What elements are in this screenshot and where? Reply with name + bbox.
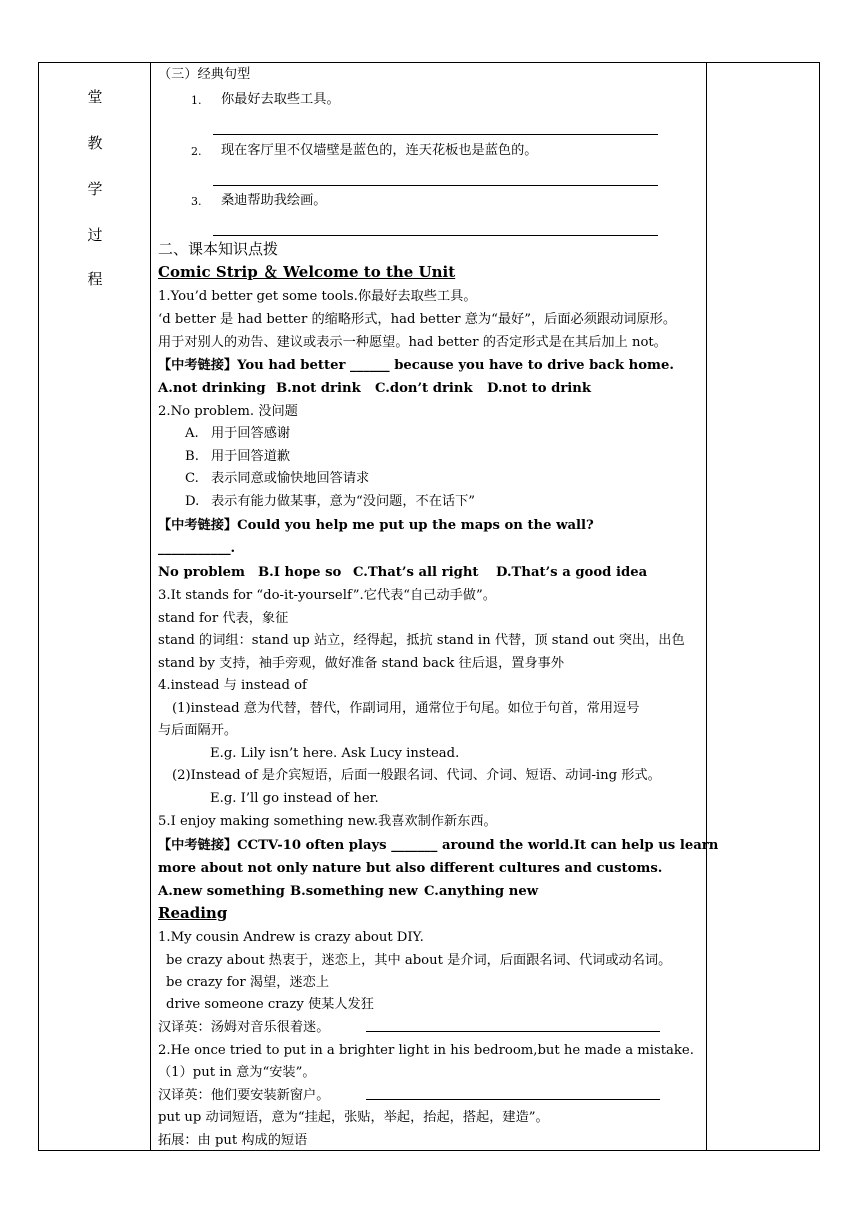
answer-line <box>213 134 658 135</box>
list-item: 用于回答感谢 <box>211 426 291 441</box>
answer-line <box>213 235 658 236</box>
reading-note: drive someone crazy 使某人发狂 <box>166 997 374 1012</box>
comic-strip-header: Comic Strip ＆ Welcome to the Unit <box>158 263 456 281</box>
option: C.That’s all right <box>353 565 479 580</box>
sentence-prompt: 桑迪帮助我绘画。 <box>221 193 327 208</box>
example: E.g. I’ll go instead of her. <box>210 791 379 806</box>
list-item: 表示有能力做某事，意为“没问题，不在话下” <box>211 494 476 509</box>
column-divider-right <box>706 62 707 1151</box>
sentence-number: 2. <box>191 145 202 158</box>
list-label: C. <box>185 471 199 486</box>
point-3-note: stand 的词组：stand up 站立，经得起，抵抗 stand in 代替，顶 stand out 突出，出色 <box>158 633 685 648</box>
section-title: （三）经典句型 <box>158 67 251 82</box>
reading-point-2: 2.He once tried to put in a brighter light in his bedroom,but he made a mistake. <box>158 1043 694 1058</box>
side-label-char: 教 <box>87 134 103 152</box>
point-3-note: stand by 支持，袖手旁观，做好准备 stand back 往后退，置身事外 <box>158 656 565 671</box>
side-label-char: 过 <box>87 226 103 244</box>
table-frame <box>38 62 820 1151</box>
reading-note: put up 动词短语，意为“挂起，张贴，举起，抬起，搭起，建造”。 <box>158 1110 549 1125</box>
side-label-char: 程 <box>87 270 103 288</box>
exam-blank: ___________. <box>158 541 236 556</box>
reading-note: （1）put in 意为“安装”。 <box>158 1065 316 1080</box>
point-5: 5.I enjoy making something new.我喜欢制作新东西。 <box>158 814 497 829</box>
option: A.not drinking <box>158 381 266 396</box>
option: B.not drink <box>276 381 361 396</box>
reading-point-1: 1.My cousin Andrew is crazy about DIY. <box>158 930 424 945</box>
sentence-prompt: 现在客厅里不仅墙壁是蓝色的，连天花板也是蓝色的。 <box>221 143 538 158</box>
point-1-note: 用于对别人的劝告、建议或表示一种愿望。had better 的否定形式是在其后加上 not。 <box>158 335 667 350</box>
example: E.g. Lily isn’t here. Ask Lucy instead. <box>210 746 460 761</box>
list-label: A. <box>185 426 199 441</box>
option: C.anything new <box>424 884 539 899</box>
point-3-note: stand for 代表，象征 <box>158 611 289 626</box>
exam-link: 【中考链接】Could you help me put up the maps on the wall? <box>158 518 594 533</box>
side-label-char: 学 <box>87 180 103 198</box>
sentence-number: 1. <box>191 94 202 107</box>
point-4-note: (2)Instead of 是介宾短语，后面一般跟名词、代词、介词、短语、动词-ing 形式。 <box>172 768 661 783</box>
reading-header: Reading <box>158 904 228 922</box>
list-item: 用于回答道歉 <box>211 449 291 464</box>
part-title: 二、课本知识点拨 <box>158 240 279 258</box>
list-item: 表示同意或愉快地回答请求 <box>211 471 370 486</box>
option: B.I hope so <box>258 565 342 580</box>
point-4-note: (1)instead 意为代替，替代，作副词用，通常位于句尾。如位于句首，常用逗号 <box>172 701 640 716</box>
option: A.new something <box>158 884 285 899</box>
point-4: 4.instead 与 instead of <box>158 678 307 693</box>
option: No problem <box>158 565 245 580</box>
answer-line <box>213 185 658 186</box>
sentence-number: 3. <box>191 195 202 208</box>
answer-line <box>366 1031 660 1032</box>
exam-link: more about not only nature but also different cultures and customs. <box>158 861 663 876</box>
point-1-note: ‘d better 是 had better 的缩略形式，had better 意为“最好”，后面必须跟动词原形。 <box>158 312 677 327</box>
option: B.something new <box>290 884 418 899</box>
point-4-note: 与后面隔开。 <box>158 723 238 738</box>
option: D.not to drink <box>487 381 592 396</box>
list-label: B. <box>185 449 199 464</box>
translation-prompt: 汉译英：汤姆对音乐很着迷。 <box>158 1020 330 1035</box>
exam-link: 【中考链接】You had better ______ because you have to drive back home. <box>158 358 674 373</box>
sentence-prompt: 你最好去取些工具。 <box>221 92 340 107</box>
list-label: D. <box>185 494 200 509</box>
point-1: 1.You’d better get some tools.你最好去取些工具。 <box>158 289 477 304</box>
reading-note: 拓展：由 put 构成的短语 <box>158 1133 308 1148</box>
reading-note: be crazy for 渴望，迷恋上 <box>166 975 330 990</box>
answer-line <box>366 1099 660 1100</box>
exam-link: 【中考链接】CCTV-10 often plays _______ around the world.It can help us learn <box>158 838 719 853</box>
translation-prompt: 汉译英：他们要安装新窗户。 <box>158 1088 330 1103</box>
reading-note: be crazy about 热衷于，迷恋上，其中 about 是介词，后面跟名词、代词或动名词。 <box>166 953 672 968</box>
point-3: 3.It stands for “do-it-yourself”.它代表“自己动手做”。 <box>158 588 496 603</box>
option: C.don’t drink <box>375 381 473 396</box>
option: D.That’s a good idea <box>496 565 648 580</box>
side-label-char: 堂 <box>87 88 103 106</box>
point-2: 2.No problem. 没问题 <box>158 404 298 419</box>
column-divider-left <box>150 62 151 1151</box>
